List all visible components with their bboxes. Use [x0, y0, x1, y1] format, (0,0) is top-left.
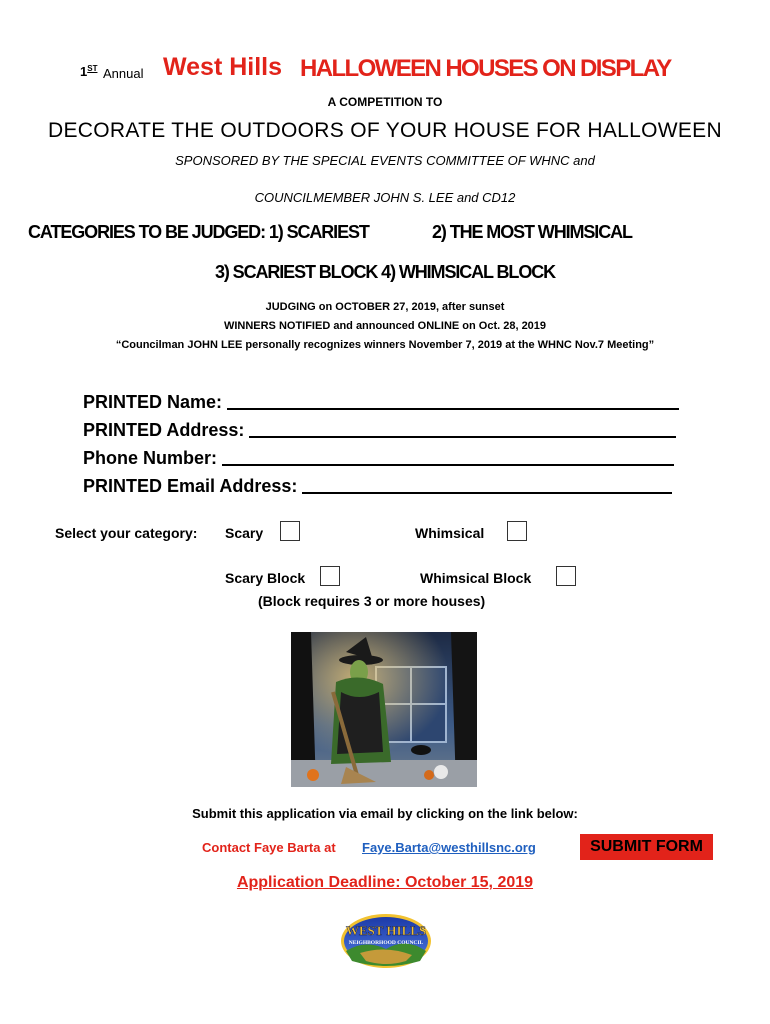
submit-form-button[interactable]: SUBMIT FORM [580, 834, 713, 860]
winners-notified: WINNERS NOTIFIED and announced ONLINE on Oct. 28, 2019 [223, 320, 547, 332]
address-field[interactable] [249, 420, 676, 438]
name-field[interactable] [227, 392, 679, 410]
whimsical-label: Whimsical [415, 525, 485, 541]
email-field-row [83, 476, 672, 497]
competition-subtitle: A COMPETITION TO [327, 95, 443, 109]
event-title: HALLOWEEN HOUSES ON DISPLAY [300, 55, 671, 82]
witch-photo [291, 632, 477, 787]
block-note: (Block requires 3 or more houses) [258, 593, 486, 609]
select-category-label: Select your category: [55, 525, 198, 541]
scary-block-checkbox[interactable] [320, 566, 340, 586]
annual-label: Annual [103, 66, 144, 81]
scary-block-label: Scary Block [225, 570, 306, 586]
whimsical-checkbox[interactable] [507, 521, 527, 541]
submit-instruction: Submit this application via email by clicking on the link below: [192, 806, 578, 821]
email-link[interactable]: Faye.Barta@westhillsnc.org [362, 840, 536, 855]
scary-label: Scary [225, 525, 264, 541]
categories-line-1: CATEGORIES TO BE JUDGED: 1) SCARIEST [28, 222, 369, 242]
email-field[interactable] [302, 476, 672, 494]
logo-text-sub: NEIGHBORHOOD COUNCIL [348, 940, 424, 946]
categories-line-2: 3) SCARIEST BLOCK 4) WHIMSICAL BLOCK [214, 262, 556, 282]
deadline-text: Application Deadline: October 15, 2019 [236, 874, 534, 891]
contact-text: Contact Faye Barta at [202, 840, 336, 855]
name-label: PRINTED Name: [83, 392, 223, 412]
categories-line-1-right: 2) THE MOST WHIMSICAL [432, 222, 632, 242]
scary-checkbox[interactable] [280, 521, 300, 541]
judging-date: JUDGING on OCTOBER 27, 2019, after sunset [265, 301, 505, 313]
address-field-row [83, 420, 676, 441]
title-row [0, 52, 770, 92]
email-label: PRINTED Email Address: [83, 476, 298, 496]
whimsical-block-label: Whimsical Block [420, 570, 532, 586]
phone-field[interactable] [222, 448, 674, 466]
deadline-line [0, 874, 770, 892]
sponsor-line-2: COUNCILMEMBER JOHN S. LEE and CD12 [254, 190, 516, 205]
sponsor-line-1: SPONSORED BY THE SPECIAL EVENTS COMMITTEE OF WHNC and [175, 153, 595, 168]
west-hills-logo [340, 913, 432, 969]
decorate-heading: DECORATE THE OUTDOORS OF YOUR HOUSE FOR HALLOWEEN [48, 119, 722, 142]
ordinal: 1ST [80, 64, 98, 79]
whimsical-block-checkbox[interactable] [556, 566, 576, 586]
phone-field-row [83, 448, 674, 469]
recognition-note: “Councilman JOHN LEE personally recognizes winners November 7, 2019 at the WHNC Nov.7 Meeting” [115, 339, 655, 351]
logo-text-main: WEST HILLS [345, 923, 427, 938]
phone-label: Phone Number: [83, 448, 218, 468]
address-label: PRINTED Address: [83, 420, 245, 440]
name-field-row [83, 392, 679, 413]
west-hills-title: West Hills [163, 53, 283, 81]
